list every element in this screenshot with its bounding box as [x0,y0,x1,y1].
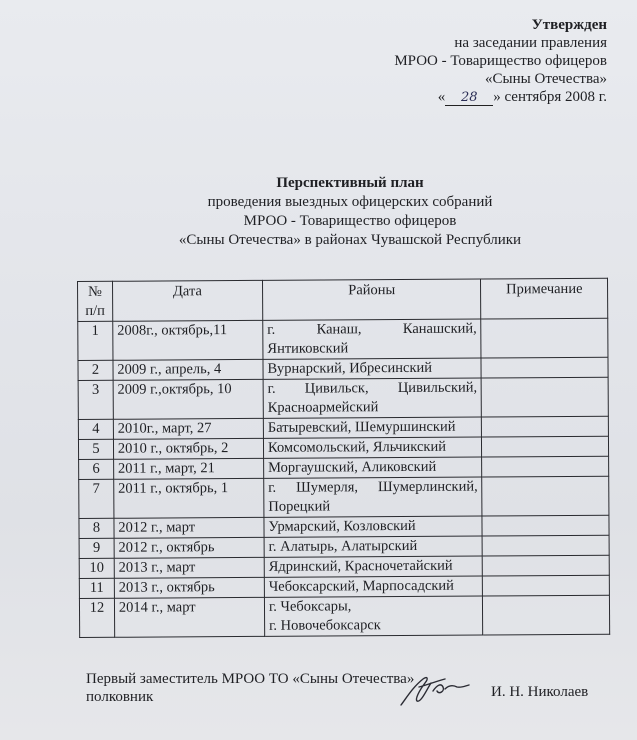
row-note [482,515,609,536]
row-districts-part: Канашский, [402,320,477,338]
header-districts: Районы [262,279,481,320]
row-districts: Вурнарский, Ибресинский [263,358,482,379]
row-number: 3 [78,380,113,419]
approval-date-open-quote: « [437,89,446,105]
document-subtitle-line-2: МРОО - Товарищество офицеров [243,213,457,229]
row-districts [264,477,483,517]
row-note [482,456,609,477]
row-districts: Батыревский, Шемуршинский [263,417,482,438]
table-row [79,595,609,637]
plan-table [77,278,610,638]
approval-heading: Утвержден [531,17,607,33]
row-districts-part: г. [267,321,276,338]
row-note [483,535,610,556]
signature-block [86,670,414,706]
row-districts-part: Канаш, [316,321,362,338]
header-note: Примечание [481,278,608,319]
document-subtitle-line-1: проведения выездных офицерских собраний [207,194,493,210]
approval-block [394,16,607,106]
row-note [483,595,610,635]
row-districts: Моргаушский, Аликовский [264,457,483,478]
row-number: 8 [79,518,114,538]
row-note [483,555,610,576]
row-date: 2010г., март, 27 [113,418,263,439]
row-districts-part: Цивильск, [304,380,369,397]
row-date: 2012 г., март [114,517,264,538]
row-districts-part: Порецкий [268,498,331,515]
row-note [481,357,608,378]
row-districts-line: г. Чебоксары, [268,598,352,615]
row-date: 2009 г., апрель, 4 [113,359,263,380]
header-number [78,281,113,321]
row-number: 2 [78,360,113,380]
row-number: 5 [78,439,113,459]
document-title-block [150,174,550,250]
signer-name: И. Н. Николаев [491,684,589,700]
approval-line-3: «Сыны Отечества» [485,71,607,87]
row-districts-part: г. [268,479,277,496]
row-districts-part: г. [267,380,276,397]
approval-date-rest: » сентября 2008 г. [493,89,607,105]
row-note [481,318,608,358]
signer-position: Первый заместитель МРОО ТО «Сыны Отечества» [86,671,415,687]
row-number: 6 [79,459,114,479]
row-date: 2012 г., октябрь [114,537,264,558]
header-number-line-2: п/п [85,302,105,319]
row-districts-part: Шумерлинский, [377,478,478,496]
row-note [482,377,609,417]
signer-rank: полковник [86,689,154,705]
row-date: 2014 г., март [114,597,264,637]
row-number: 10 [79,558,114,578]
row-date: 2013 г., март [114,557,264,578]
row-districts-part: Янтиковский [267,340,349,357]
row-districts: Урмарский, Козловский [264,516,483,537]
row-number: 4 [78,419,113,439]
row-note [483,575,610,596]
row-date: 2010 г., октябрь, 2 [113,438,263,459]
row-note [482,476,609,516]
row-note [482,416,609,437]
table-header-row [78,278,608,321]
row-districts [263,319,482,359]
row-number: 12 [79,598,114,637]
row-districts [264,596,483,636]
row-number: 7 [79,479,114,518]
row-districts-part: Шумерля, [296,479,359,496]
signature-icon [393,669,473,709]
header-number-line-1: № [88,283,102,300]
approval-date-day-handwritten: 28 [445,91,493,106]
row-districts-part: Красноармейский [267,399,379,416]
approval-date [394,88,607,106]
approval-line-1: на заседании правления [454,35,607,51]
row-districts [263,378,482,418]
row-date: 2008г., октябрь,11 [113,320,263,360]
row-date: 2009 г.,октябрь, 10 [113,379,263,419]
table-row [79,476,609,518]
document-subtitle-line-3: «Сыны Отечества» в районах Чувашской Республики [178,232,522,248]
row-date: 2011 г., октябрь, 1 [114,478,264,518]
row-number: 11 [79,578,114,598]
row-districts: Ядринский, Красночетайский [264,556,483,577]
row-districts: Комсомольский, Яльчикский [263,437,482,458]
document-title: Перспективный план [276,175,424,191]
row-districts-part: Цивильский, [397,379,478,397]
row-note [482,436,609,457]
table-row [78,377,608,419]
approval-line-2: МРОО - Товарищество офицеров [394,53,607,69]
row-number: 9 [79,538,114,558]
row-districts: Чебоксарский, Марпосадский [264,576,483,597]
row-date: 2013 г., октябрь [114,577,264,598]
row-number: 1 [78,321,113,360]
row-districts-line: г. Новочебоксарск [269,617,381,634]
header-date: Дата [112,280,262,321]
table-row [78,318,608,360]
row-districts: г. Алатырь, Алатырский [264,536,483,557]
row-date: 2011 г., март, 21 [113,458,263,479]
